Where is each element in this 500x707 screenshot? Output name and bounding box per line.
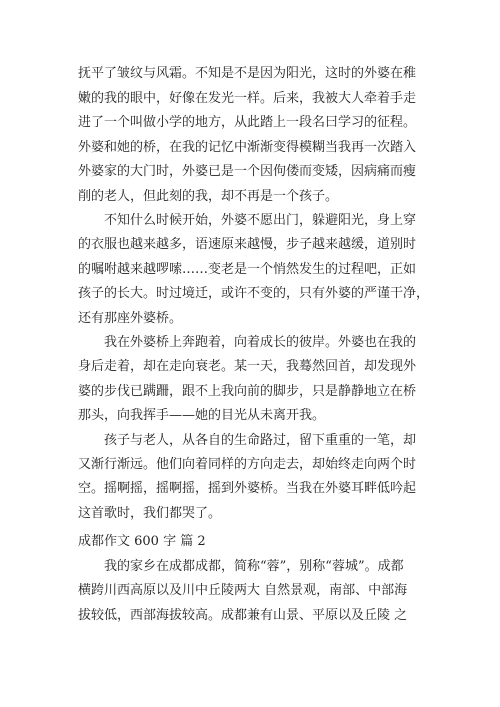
paragraph-line: 不知什么时候开始，外婆不愿出门，躲避阳光，身上穿: [104, 213, 417, 228]
paragraph-line: 抚平了皱纹与风霜。不知是不是因为阳光，这时的外婆在稚: [78, 66, 417, 81]
paragraph-line: 这首歌时，我们都哭了。: [78, 506, 222, 521]
paragraph-line: 那头，向我挥手——她的目光从未离开我。: [78, 408, 326, 423]
paragraph-line: 身后走着，却在走向衰老。某一天，我蓦然回首，却发现外: [78, 359, 417, 374]
section-heading: 成都作文 600 字 篇 2: [78, 534, 206, 549]
paragraph-line: 我的家乡在成都成都，简称“蓉”，别称“蓉城”。成都: [104, 559, 404, 574]
paragraph-line: 还有那座外婆桥。: [78, 311, 183, 326]
paragraph-line: 孩子与老人，从各自的生命路过，留下重重的一笔，却: [104, 433, 417, 448]
paragraph-line: 进了一个叫做小学的地方，从此踏上一段名曰学习的征程。: [78, 115, 417, 130]
paragraph-line: 我在外婆桥上奔跑着，向着成长的彼岸。外婆也在我的: [104, 335, 417, 350]
paragraph-line: 的嘱咐越来越啰嗦……变老是一个悄然发生的过程吧，正如: [78, 262, 417, 277]
paragraph-line: 拔较低，西部海拔较高。成都兼有山景、平原以及丘陵 之: [78, 608, 408, 623]
paragraph-line: 外婆和她的桥，在我的记忆中渐渐变得模糊当我再一次踏入: [78, 140, 417, 155]
paragraph-line: 孩子的长大。时过境迁，或许不变的，只有外婆的严谨干净，: [78, 286, 430, 301]
paragraph-line: 削的老人，但此刻的我，却不再是一个孩子。: [78, 189, 339, 204]
paragraph-line: 嫩的我的眼中，好像在发光一样。后来，我被大人牵着手走: [78, 91, 417, 106]
paragraph-line: 外婆家的大门时，外婆已是一个因佝偻而变矮，因病痛而瘦: [78, 164, 417, 179]
paragraph-line: 横跨川西高原以及川中丘陵两大 自然景观，南部、中部海: [78, 583, 408, 598]
paragraph-line: 空。摇啊摇，摇啊摇，摇到外婆桥。当我在外婆耳畔低吟起: [78, 481, 417, 496]
paragraph-line: 婆的步伐已蹒跚，跟不上我向前的脚步，只是静静地立在桥: [78, 384, 417, 399]
paragraph-line: 又渐行渐远。他们向着同样的方向走去，却始终走向两个时: [78, 457, 417, 472]
paragraph-line: 的衣服也越来越多，语速原来越慢，步子越来越缓，道别时: [78, 237, 417, 252]
